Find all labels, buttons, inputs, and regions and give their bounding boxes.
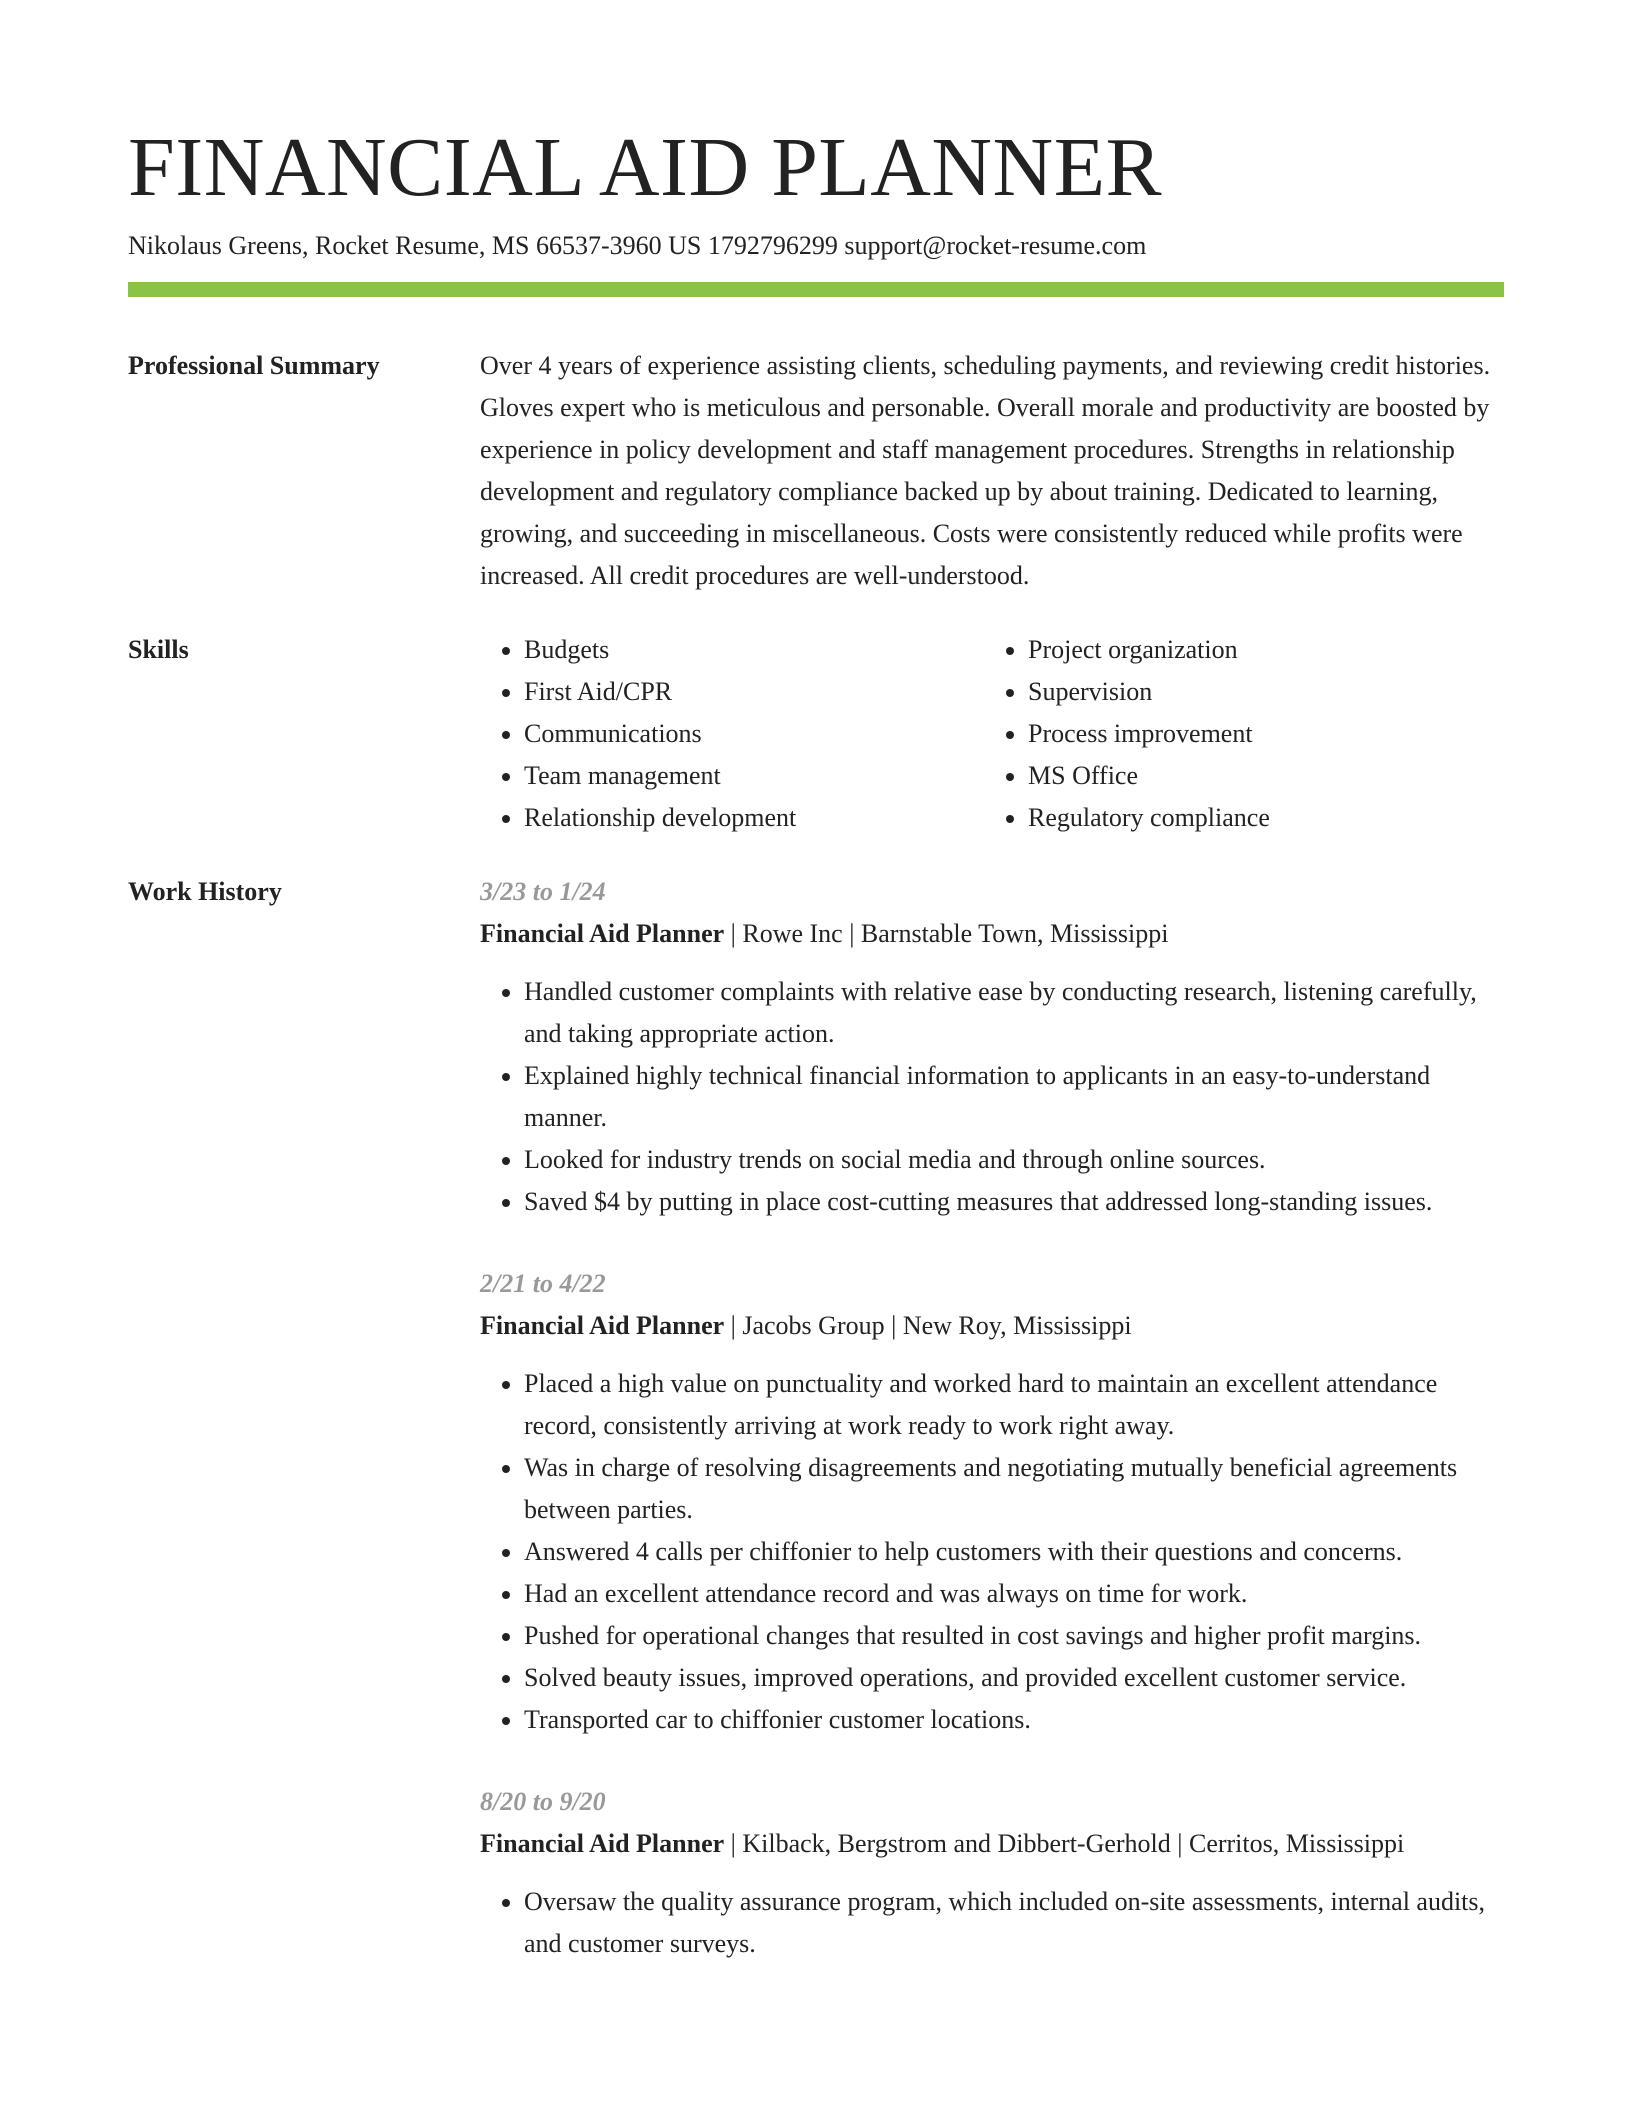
job-bullet: • Answered 4 calls per chiffonier to help customers with their questions and concerns. <box>524 1531 1504 1573</box>
summary-section <box>128 345 1504 597</box>
job-bullet: • Pushed for operational changes that resulted in cost savings and higher profit margins. <box>524 1615 1504 1657</box>
skill-item: • Process improvement <box>1028 713 1488 755</box>
job-bullet: • Handled customer complaints with relative ease by conducting research, listening carefully, and taking appropriate action. <box>524 971 1504 1055</box>
job-bullet: • Placed a high value on punctuality and worked hard to maintain an excellent attendance record, consistently arriving at work ready to work right away. <box>524 1363 1504 1447</box>
job-dates: 8/20 to 9/20 <box>480 1787 606 1816</box>
job-heading <box>480 1823 1504 1865</box>
job-entry <box>480 871 1504 1223</box>
work-history-list <box>480 871 1504 2005</box>
skill-item: • Budgets <box>524 629 984 671</box>
job-bullet: • Saved $4 by putting in place cost-cutting measures that addressed long-standing issues. <box>524 1181 1504 1223</box>
skill-item: • Supervision <box>1028 671 1488 713</box>
skill-item: • MS Office <box>1028 755 1488 797</box>
skill-item: • Team management <box>524 755 984 797</box>
section-label-summary: Professional Summary <box>128 351 380 380</box>
job-entry <box>480 1263 1504 1741</box>
job-dates: 2/21 to 4/22 <box>480 1269 606 1298</box>
job-title: Financial Aid Planner <box>480 919 725 948</box>
job-dates: 3/23 to 1/24 <box>480 877 606 906</box>
job-bullets <box>480 1363 1504 1741</box>
contact-line: Nikolaus Greens, Rocket Resume, MS 66537-3960 US 1792796299 support@rocket-resume.com <box>128 231 1147 260</box>
skills-column-left <box>480 629 984 839</box>
skill-item: • Regulatory compliance <box>1028 797 1488 839</box>
summary-text: Over 4 years of experience assisting clients, scheduling payments, and reviewing credit histories. Gloves expert who is meticulous and personable. Overall morale and productivity are boosted by experience in policy development and staff management procedures. Strengths in relationship development and regulatory compliance backed up by about training. Dedicated to learning, growing, and succeeding in miscellaneous. Costs were consistently reduced while profits were increased. All credit procedures are well-understood. <box>480 351 1491 590</box>
accent-divider <box>128 282 1504 297</box>
job-heading <box>480 1305 1504 1347</box>
section-label-skills: Skills <box>128 635 189 664</box>
job-details: | Kilback, Bergstrom and Dibbert-Gerhold | Cerritos, Mississippi <box>724 1829 1405 1858</box>
job-bullet: • Oversaw the quality assurance program, which included on-site assessments, internal audits, and customer surveys. <box>524 1881 1504 1965</box>
resume-title: FINANCIAL AID PLANNER <box>128 121 1163 214</box>
skills-section <box>128 629 1504 839</box>
skill-item: • Project organization <box>1028 629 1488 671</box>
job-bullet: • Had an excellent attendance record and was always on time for work. <box>524 1573 1504 1615</box>
job-bullets <box>480 971 1504 1223</box>
job-bullet: • Looked for industry trends on social media and through online sources. <box>524 1139 1504 1181</box>
job-details: | Jacobs Group | New Roy, Mississippi <box>724 1311 1132 1340</box>
job-bullet: • Transported car to chiffonier customer locations. <box>524 1699 1504 1741</box>
skills-list <box>480 629 1504 839</box>
skills-column-right <box>984 629 1488 839</box>
job-heading <box>480 913 1504 955</box>
job-title: Financial Aid Planner <box>480 1829 725 1858</box>
job-entry <box>480 1781 1504 1965</box>
job-bullets <box>480 1881 1504 1965</box>
job-title: Financial Aid Planner <box>480 1311 725 1340</box>
skill-item: • Communications <box>524 713 984 755</box>
resume-page <box>128 118 1504 2005</box>
job-details: | Rowe Inc | Barnstable Town, Mississippi <box>724 919 1169 948</box>
job-bullet: • Solved beauty issues, improved operations, and provided excellent customer service. <box>524 1657 1504 1699</box>
skill-item: • First Aid/CPR <box>524 671 984 713</box>
work-history-section <box>128 871 1504 2005</box>
job-bullet: • Was in charge of resolving disagreements and negotiating mutually beneficial agreements between parties. <box>524 1447 1504 1531</box>
skill-item: • Relationship development <box>524 797 984 839</box>
section-label-work: Work History <box>128 877 282 906</box>
job-bullet: • Explained highly technical financial information to applicants in an easy-to-understand manner. <box>524 1055 1504 1139</box>
